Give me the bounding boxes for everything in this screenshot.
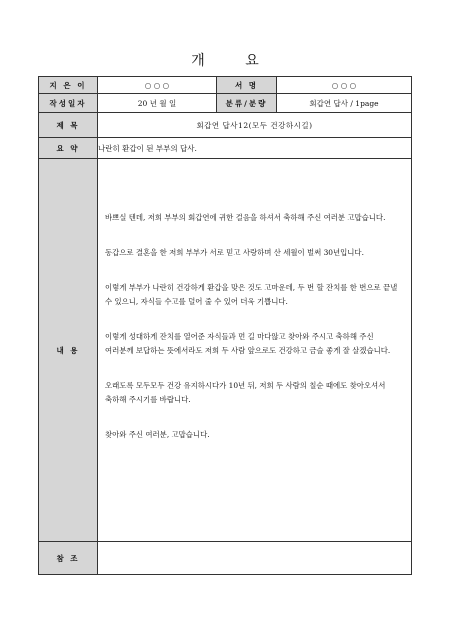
overview-form-table — [38, 76, 412, 575]
summary-value: 나란히 환갑이 된 부부의 답사. — [98, 138, 412, 159]
subject-value: 회갑연 답사12(모두 건강하시길) — [98, 113, 412, 138]
content-label: 내 용 — [39, 159, 98, 542]
date-row — [39, 94, 412, 113]
content-paragraph: 이렇게 부부가 나란히 건강하게 환갑을 맞은 것도 고마운데, 두 번 할 잔치를 한 번으로 끝낼 수 있으니, 자식들 수고를 덜어 줄 수 있어 더욱 기쁩니다. — [105, 283, 398, 306]
summary-row — [39, 138, 412, 159]
subject-row — [39, 113, 412, 138]
book-title-value: ○ ○ ○ — [277, 77, 412, 94]
reference-label: 참 조 — [39, 542, 98, 575]
summary-label: 요 약 — [39, 138, 98, 159]
category-value: 회갑연 답사 / 1page — [277, 94, 412, 113]
date-value: 20 년 월 일 — [98, 94, 217, 113]
content-paragraph: 오래도록 모두모두 건강 유지하시다가 10년 뒤, 저희 두 사람의 칠순 때에도 찾아오셔서 축하해 주시기를 바랍니다. — [105, 381, 386, 404]
date-label: 작성일자 — [39, 94, 98, 113]
content-paragraph: 이렇게 성대하게 잔치를 열어준 자식들과 먼 길 마다않고 찾아와 주시고 축하해 주신 여러분께 보답하는 뜻에서라도 저희 두 사람 앞으로도 건강하고 금슬 좋게 잘 살겠습니다. — [105, 332, 391, 355]
author-value: ○ ○ ○ — [98, 77, 217, 94]
category-label: 분류/분량 — [217, 94, 277, 113]
page-title: 개 요 — [191, 53, 277, 69]
content-row — [39, 159, 412, 542]
content-paragraph: 동갑으로 결혼을 한 저희 부부가 서로 믿고 사랑하며 산 세월이 벌써 30년입니다. — [105, 248, 364, 257]
subject-label: 제 목 — [39, 113, 98, 138]
book-title-label: 서 명 — [217, 77, 277, 94]
content-paragraph: 바쁘실 텐데, 저희 부부의 회갑연에 귀한 걸음을 하셔서 축하해 주신 여러분 고맙습니다. — [105, 213, 386, 222]
content-body — [98, 159, 412, 542]
author-row — [39, 77, 412, 94]
author-label: 지 은 이 — [39, 77, 98, 94]
reference-row — [39, 542, 412, 575]
content-paragraph: 찾아와 주신 여러분, 고맙습니다. — [105, 430, 210, 439]
reference-value — [98, 542, 412, 575]
